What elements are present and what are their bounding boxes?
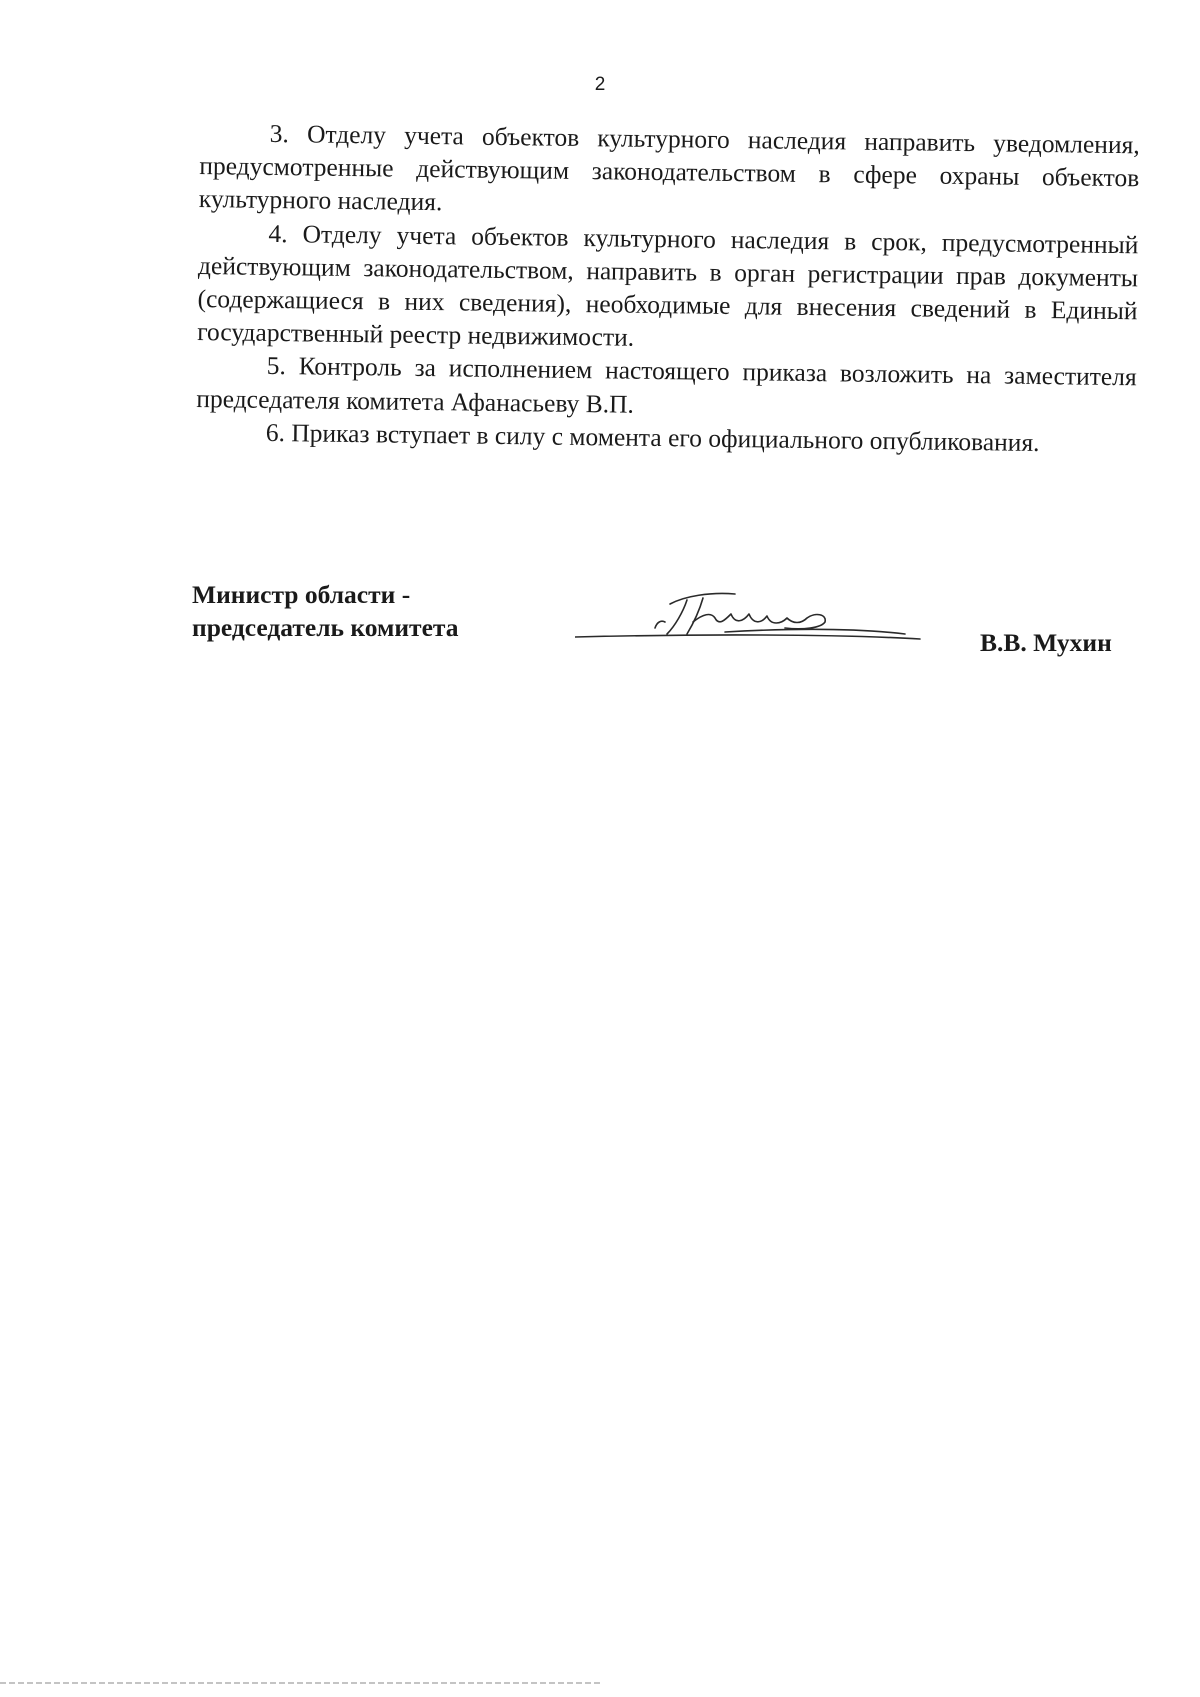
scan-edge-line: [0, 1682, 1200, 1684]
paragraph-5: 5. Контроль за исполнением настоящего приказа возложить на заместителя председателя комитета Афанасьеву В.П.: [196, 351, 1137, 419]
signer-position: [192, 578, 458, 644]
paragraph-6: 6. Приказ вступает в силу с момента его официального опубликования.: [265, 417, 1040, 457]
paragraph-3: 3. Отделу учета объектов культурного наследия направить уведомления, предусмотренные действующим законодательством в сфере охраны объектов культурного наследия.: [198, 118, 1140, 217]
signer-name: В.В. Мухин: [980, 628, 1112, 657]
handwritten-signature: [575, 582, 925, 652]
signature-block: [0, 0, 1200, 700]
signer-position-line2: председатель комитета: [192, 613, 459, 642]
page-number: 2: [594, 74, 606, 95]
signer-position-line1: Министр области -: [192, 580, 411, 609]
paragraph-4: 4. Отделу учета объектов культурного наследия в срок, предусмотренный действующим законодательством, направить в орган регистрации прав документы (содержащиеся в них сведения), необходимые для внесения сведений в Единый государственный реестр недвижимости.: [196, 218, 1139, 352]
